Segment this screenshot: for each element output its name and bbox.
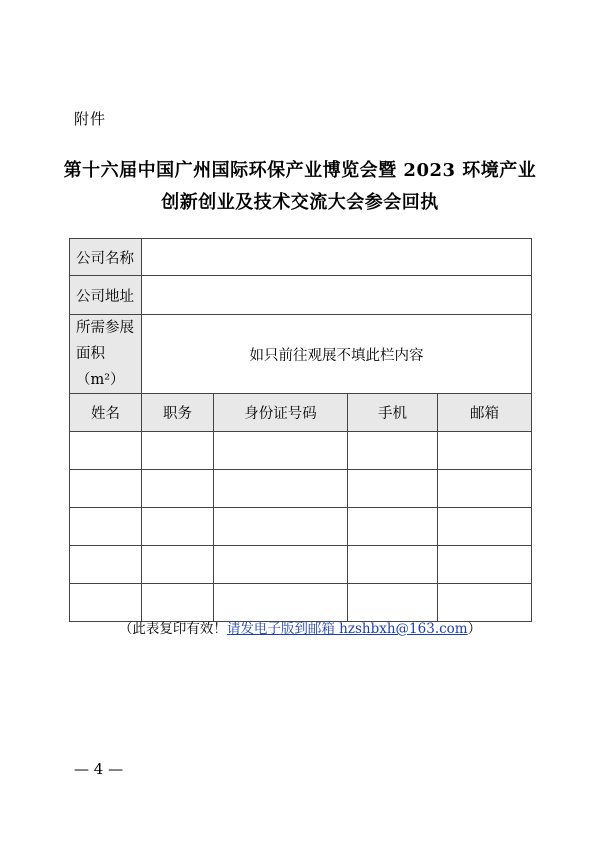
attendee-name-cell[interactable] bbox=[70, 546, 142, 584]
attendee-position-cell[interactable] bbox=[142, 470, 214, 508]
attendee-mobile-cell[interactable] bbox=[348, 584, 438, 622]
company-name-field[interactable] bbox=[142, 239, 532, 276]
column-header-mobile: 手机 bbox=[348, 394, 438, 432]
attendee-id-cell[interactable] bbox=[214, 470, 348, 508]
attendee-id-cell[interactable] bbox=[214, 546, 348, 584]
exhibit-area-label-line-2: 面积（m²） bbox=[76, 346, 125, 388]
column-header-name: 姓名 bbox=[70, 394, 142, 432]
attendee-mobile-cell[interactable] bbox=[348, 508, 438, 546]
attendee-row bbox=[70, 546, 532, 584]
attendee-mobile-cell[interactable] bbox=[348, 432, 438, 470]
column-header-position: 职务 bbox=[142, 394, 214, 432]
company-name-row bbox=[70, 239, 532, 276]
attendee-header-row bbox=[70, 394, 532, 432]
attendee-email-cell[interactable] bbox=[438, 508, 532, 546]
attendee-id-cell[interactable] bbox=[214, 508, 348, 546]
attendee-email-cell[interactable] bbox=[438, 546, 532, 584]
attendee-row bbox=[70, 508, 532, 546]
attendee-row bbox=[70, 470, 532, 508]
attachment-label: 附件 bbox=[74, 110, 107, 128]
attendee-mobile-cell[interactable] bbox=[348, 546, 438, 584]
exhibit-area-field[interactable]: 如只前往观展不填此栏内容 bbox=[142, 315, 532, 394]
attendee-mobile-cell[interactable] bbox=[348, 470, 438, 508]
attendee-name-cell[interactable] bbox=[70, 508, 142, 546]
company-address-field[interactable] bbox=[142, 276, 532, 315]
attendee-row bbox=[70, 432, 532, 470]
document-title-line-1: 第十六届中国广州国际环保产业博览会暨 2023 环境产业 bbox=[63, 160, 537, 181]
company-address-label: 公司地址 bbox=[70, 276, 142, 315]
attendee-position-cell[interactable] bbox=[142, 546, 214, 584]
copy-note-prefix: （此表复印有效！ bbox=[118, 621, 227, 637]
attendee-name-cell[interactable] bbox=[70, 584, 142, 622]
attendee-name-cell[interactable] bbox=[70, 432, 142, 470]
attendee-row bbox=[70, 584, 532, 622]
page-number: — 4 — bbox=[74, 760, 124, 778]
copy-note-suffix: ） bbox=[467, 621, 482, 637]
company-address-row bbox=[70, 276, 532, 315]
exhibit-area-label-line-1: 所需参展 bbox=[76, 320, 134, 336]
attendee-position-cell[interactable] bbox=[142, 584, 214, 622]
email-link[interactable]: 请发电子版到邮箱 hzshbxh@163.com bbox=[226, 621, 468, 637]
company-name-label: 公司名称 bbox=[70, 239, 142, 276]
exhibit-area-row bbox=[70, 315, 532, 394]
column-header-email: 邮箱 bbox=[438, 394, 532, 432]
attendee-id-cell[interactable] bbox=[214, 584, 348, 622]
document-title-line-2: 创新创业及技术交流大会参会回执 bbox=[161, 192, 439, 213]
attendee-email-cell[interactable] bbox=[438, 584, 532, 622]
copy-note bbox=[0, 617, 600, 637]
exhibit-area-label bbox=[70, 315, 142, 394]
column-header-id-number: 身份证号码 bbox=[214, 394, 348, 432]
attendee-name-cell[interactable] bbox=[70, 470, 142, 508]
attendee-position-cell[interactable] bbox=[142, 432, 214, 470]
attendee-email-cell[interactable] bbox=[438, 432, 532, 470]
attendee-position-cell[interactable] bbox=[142, 508, 214, 546]
attendee-email-cell[interactable] bbox=[438, 470, 532, 508]
registration-form-table bbox=[69, 238, 532, 622]
attendee-id-cell[interactable] bbox=[214, 432, 348, 470]
